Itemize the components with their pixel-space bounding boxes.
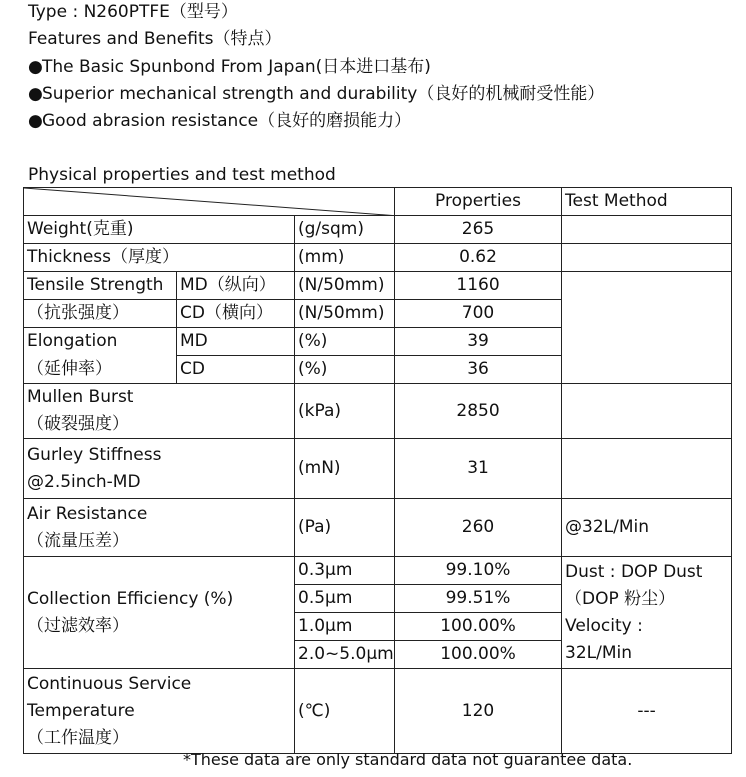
mullen-label [24, 384, 295, 439]
efficiency-method-line: （DOP 粉尘） [565, 588, 676, 609]
table-row [24, 216, 732, 244]
bullet-icon: ● [28, 84, 43, 104]
table-row [24, 499, 732, 557]
table-row [24, 384, 732, 439]
gurley-label-sub: @2.5inch-MD [27, 471, 141, 492]
properties-table [23, 187, 732, 754]
elongation-cd-unit: (%) [295, 356, 395, 384]
efficiency-method [562, 557, 732, 669]
tensile-cd-value: 700 [395, 300, 562, 328]
mullen-label-cn: （破裂强度） [27, 414, 129, 434]
continuous-label-l1: Continuous Service [27, 673, 192, 694]
weight-method [562, 216, 732, 244]
continuous-label-cn: （工作温度） [27, 727, 129, 748]
continuous-method: --- [562, 669, 732, 754]
efficiency-value: 99.51% [395, 585, 562, 613]
tensile-label-cn: （抗张强度） [24, 300, 177, 328]
elongation-label-en: Elongation [24, 328, 177, 356]
thickness-label: Thickness（厚度） [24, 244, 295, 272]
efficiency-size: 2.0~5.0μm [295, 641, 395, 669]
air-method: @32L/Min [562, 499, 732, 557]
efficiency-method-line: 32L/Min [565, 642, 633, 663]
air-value: 260 [395, 499, 562, 557]
table-row [24, 557, 732, 585]
table-row [24, 439, 732, 499]
air-label [24, 499, 295, 557]
table-row [24, 669, 732, 754]
diagonal-line [24, 188, 395, 216]
efficiency-value: 100.00% [395, 613, 562, 641]
mullen-unit: (kPa) [295, 384, 395, 439]
air-unit: (Pa) [295, 499, 395, 557]
table-header-row [24, 188, 732, 216]
continuous-value: 120 [395, 669, 562, 754]
mullen-label-en: Mullen Burst [27, 387, 134, 407]
efficiency-label [24, 557, 295, 669]
elongation-label-cn: （延伸率） [24, 356, 177, 384]
bullet-icon: ● [28, 57, 43, 77]
diagonal-header-cell [24, 188, 395, 216]
gurley-value: 31 [395, 439, 562, 499]
air-label-cn: （流量压差） [27, 530, 129, 551]
efficiency-method-line: Dust : DOP Dust [565, 561, 703, 582]
continuous-unit: (℃) [295, 669, 395, 754]
tensile-md-label: MD（纵向） [177, 272, 295, 300]
bullet-text: The Basic Spunbond From Japan(日本进口基布) [42, 57, 431, 77]
thickness-unit: (mm) [295, 244, 395, 272]
table-row [24, 244, 732, 272]
elongation-md-unit: (%) [295, 328, 395, 356]
table-row [24, 272, 732, 300]
continuous-label [24, 669, 295, 754]
weight-label: Weight(克重) [24, 216, 295, 244]
section-title: Physical properties and test method [28, 165, 336, 185]
bullet-icon: ● [28, 111, 43, 131]
tensile-cd-label: CD（横向） [177, 300, 295, 328]
elongation-cd-value: 36 [395, 356, 562, 384]
efficiency-value: 99.10% [395, 557, 562, 585]
tensile-label-en: Tensile Strength [24, 272, 177, 300]
efficiency-size: 1.0μm [295, 613, 395, 641]
mullen-value: 2850 [395, 384, 562, 439]
gurley-label [24, 439, 295, 499]
thickness-value: 0.62 [395, 244, 562, 272]
bullet-text: Good abrasion resistance（良好的磨损能力） [42, 111, 412, 131]
col-header-properties: Properties [395, 188, 562, 216]
bullet-item [28, 110, 411, 132]
footer-note: *These data are only standard data not guarantee data. [183, 750, 633, 769]
bullet-item [28, 56, 431, 78]
thickness-method [562, 244, 732, 272]
efficiency-label-en: Collection Efficiency (%) [27, 588, 234, 609]
gurley-method [562, 439, 732, 499]
mullen-method [562, 384, 732, 439]
continuous-label-l2: Temperature [27, 700, 135, 721]
weight-value: 265 [395, 216, 562, 244]
tensile-md-value: 1160 [395, 272, 562, 300]
efficiency-label-cn: （过滤效率） [27, 615, 129, 636]
efficiency-size: 0.5μm [295, 585, 395, 613]
gurley-unit: (mN) [295, 439, 395, 499]
col-header-test-method: Test Method [562, 188, 732, 216]
tensile-elongation-method [562, 272, 732, 384]
weight-unit: (g/sqm) [295, 216, 395, 244]
bullet-item [28, 83, 604, 105]
bullet-text: Superior mechanical strength and durability（良好的机械耐受性能） [42, 84, 605, 104]
efficiency-method-line: Velocity : [565, 615, 643, 636]
tensile-cd-unit: (N/50mm) [295, 300, 395, 328]
elongation-md-value: 39 [395, 328, 562, 356]
efficiency-size: 0.3μm [295, 557, 395, 585]
gurley-label-en: Gurley Stiffness [27, 444, 162, 465]
air-label-en: Air Resistance [27, 503, 148, 524]
elongation-cd-label: CD [177, 356, 295, 384]
tensile-md-unit: (N/50mm) [295, 272, 395, 300]
type-line: Type : N260PTFE（型号） [28, 2, 238, 22]
features-title: Features and Benefits（特点） [28, 29, 282, 49]
elongation-md-label: MD [177, 328, 295, 356]
efficiency-value: 100.00% [395, 641, 562, 669]
